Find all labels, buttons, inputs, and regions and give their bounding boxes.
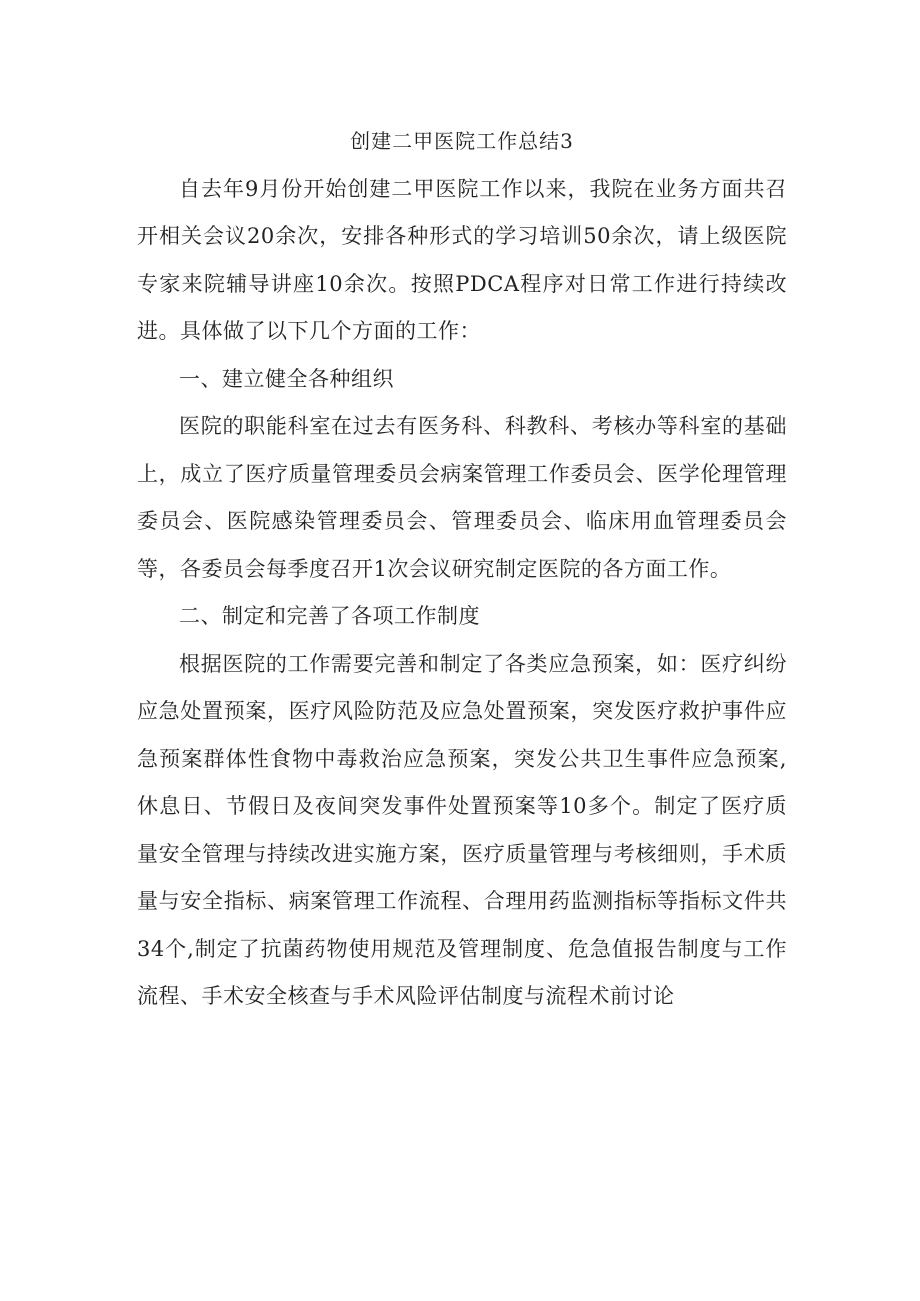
intro-paragraph: 自去年9月份开始创建二甲医院工作以来，我院在业务方面共召开相关会议20余次，安排各种形式的学习培训50余次，请上级医院专家来院辅导讲座10余次。按照PDCA程序对日常工作进行持续改进。具体做了以下几个方面的工作： bbox=[137, 176, 787, 343]
document-title: 创建二甲医院工作总结3 bbox=[350, 129, 574, 153]
section-paragraph-systems: 根据医院的工作需要完善和制定了各类应急预案，如：医疗纠纷应急处置预案，医疗风险防范及应急处置预案，突发医疗救护事件应急预案群体性食物中毒救治应急预案，突发公共卫生事件应急预案,休息日、节假日及夜间突发事件处置预案等10多个。制定了医疗质量安全管理与持续改进实施方案，医疗质量管理与考核细则，手术质量与安全指标、病案管理工作流程、合理用药监测指标等指标文件共34个,制定了抗菌药物使用规范及管理制度、危急值报告制度与工作流程、手术安全核查与手术风险评估制度与流程术前讨论 bbox=[137, 651, 787, 1008]
section-heading-systems: 二、制定和完善了各项工作制度 bbox=[179, 604, 480, 628]
document-body bbox=[137, 118, 787, 1021]
section-paragraph-organizations: 医院的职能科室在过去有医务科、科教科、考核办等科室的基础上，成立了医疗质量管理委员会病案管理工作委员会、医学伦理管理委员会、医院感染管理委员会、管理委员会、临床用血管理委员会等，各委员会每季度召开1次会议研究制定医院的各方面工作。 bbox=[137, 414, 787, 581]
section-heading-organizations: 一、建立健全各种组织 bbox=[179, 366, 394, 391]
